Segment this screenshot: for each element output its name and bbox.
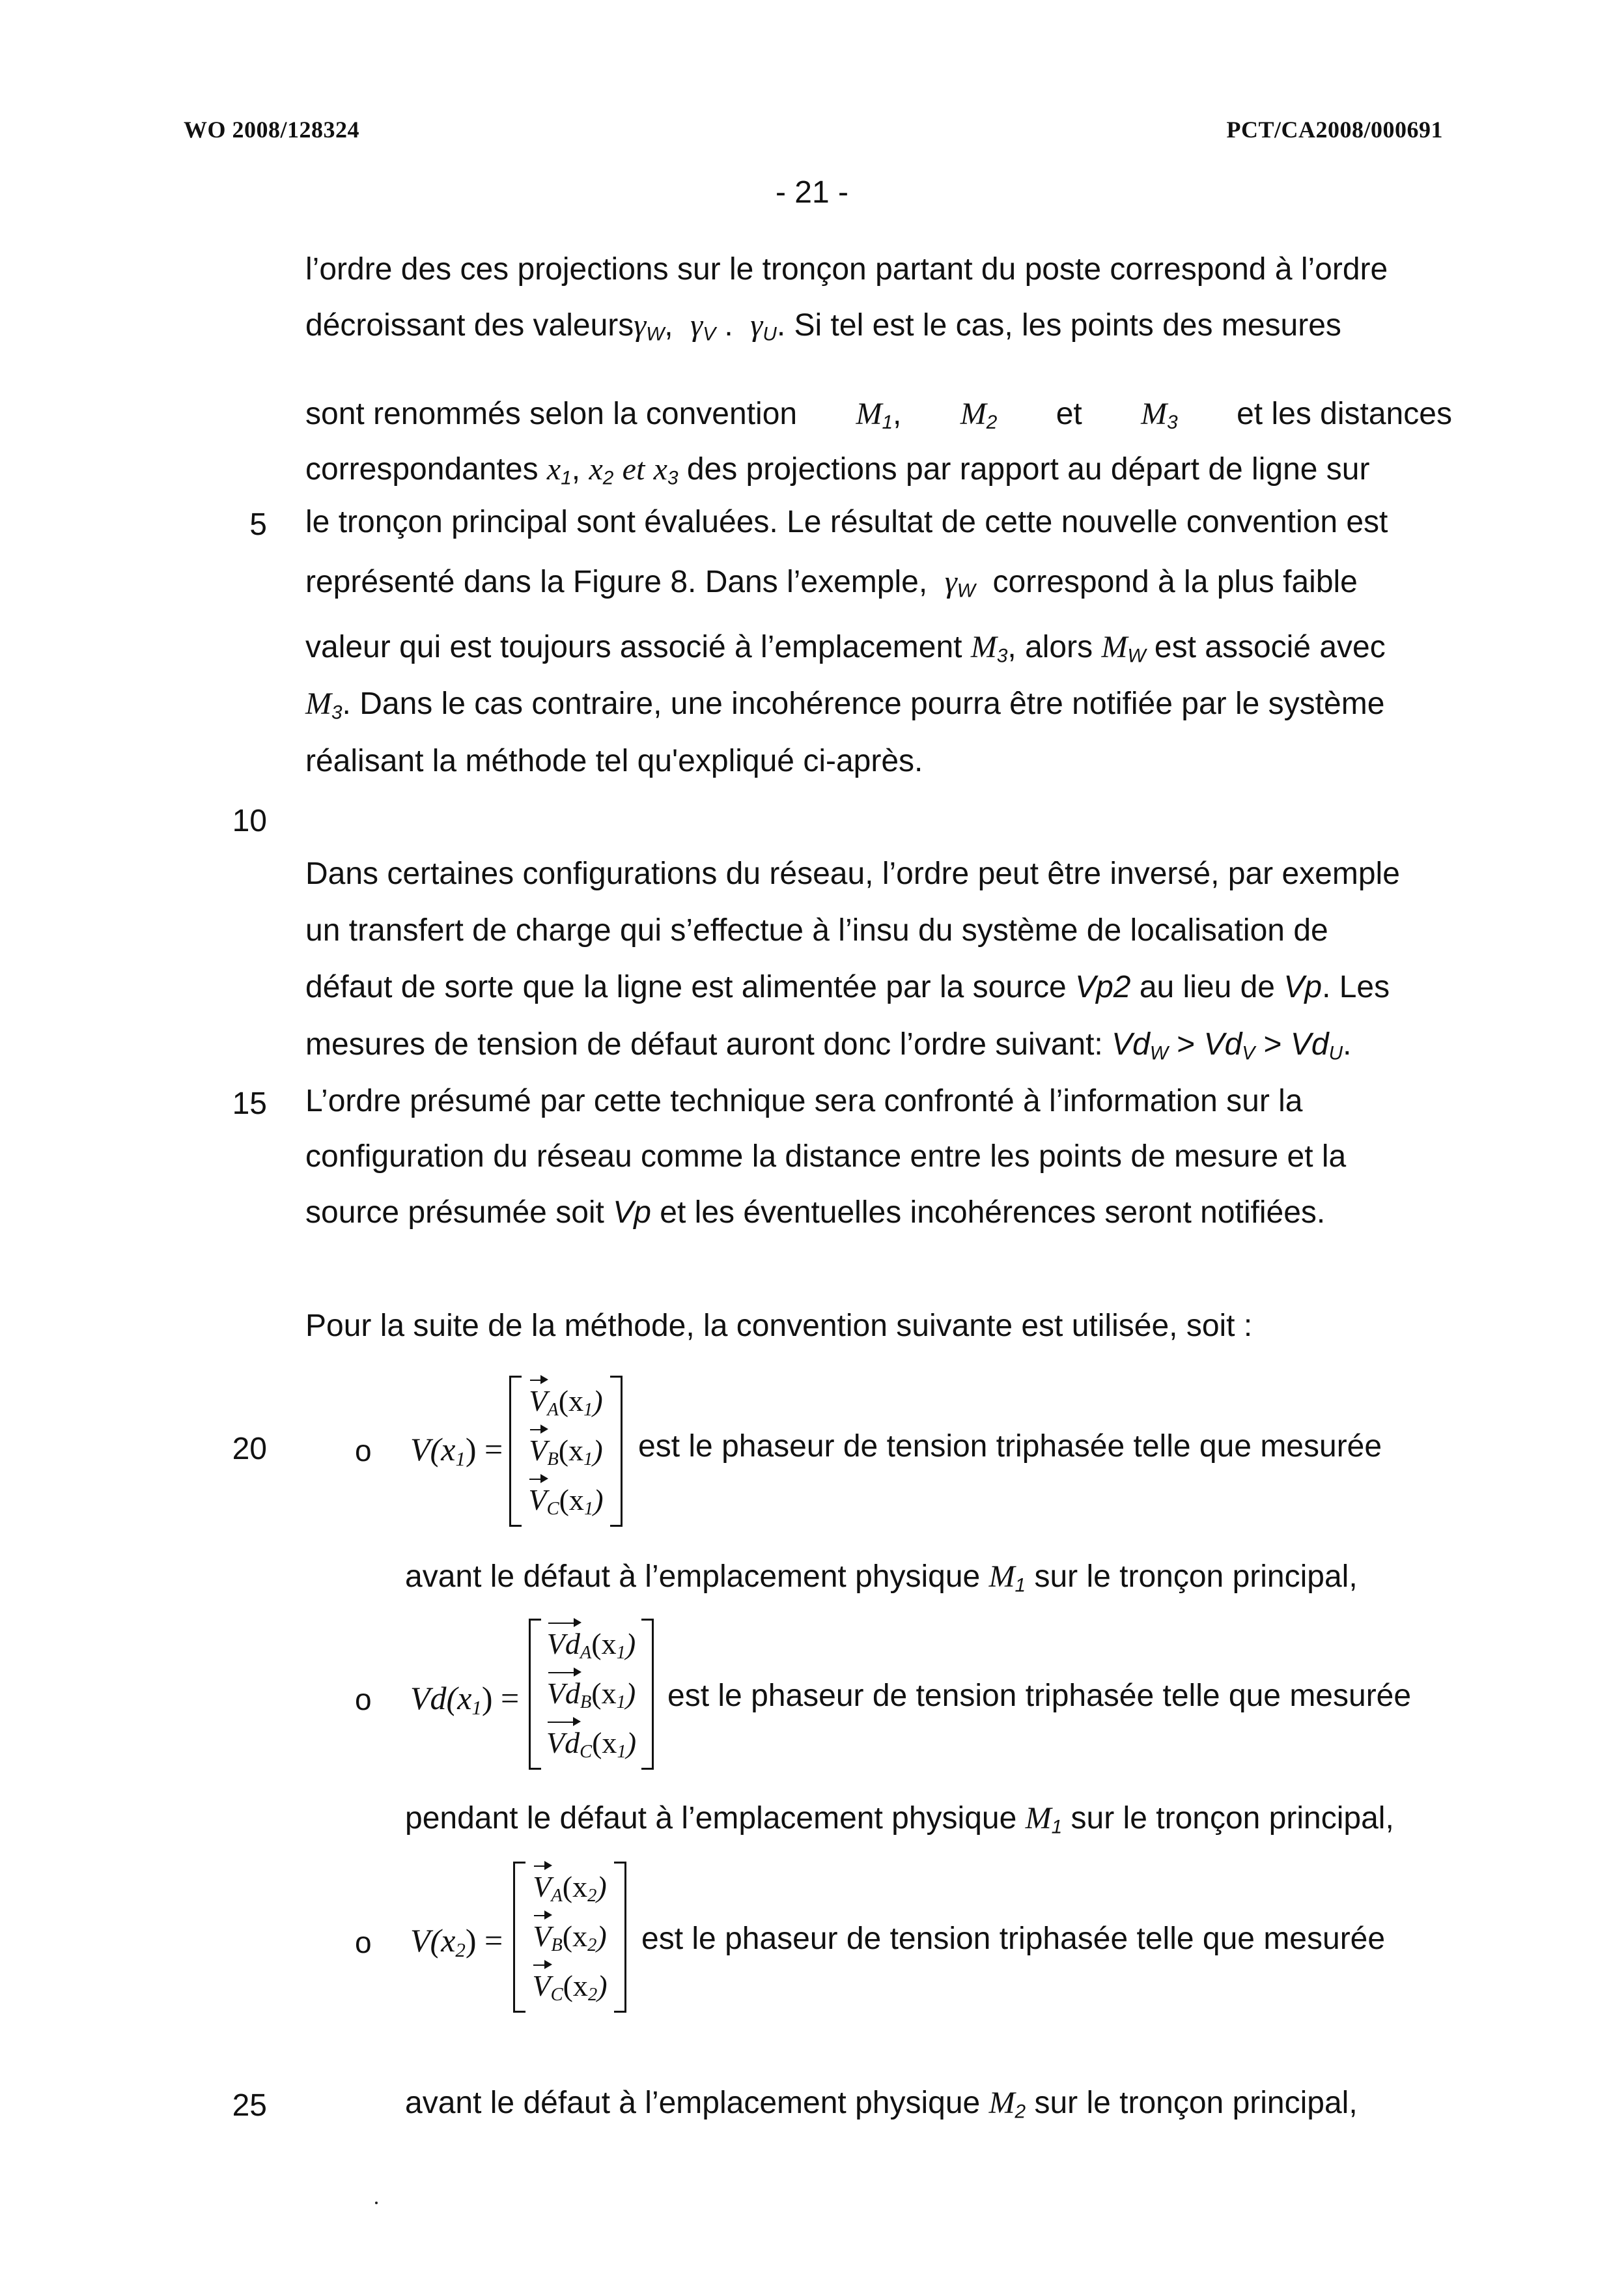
application-number: PCT/CA2008/000691 — [1226, 117, 1443, 143]
equation2-row-a: $Vd_A(x_1)$ — [546, 1627, 636, 1664]
line-number-5: 5 — [249, 507, 267, 542]
equation2-row-b: $Vd_B(x_1)$ — [546, 1677, 636, 1713]
paragraph1-line4: correspondantes $x_1$, $x_2$ et $x_3$ des projections par rapport au départ de ligne sur — [305, 452, 1370, 489]
paragraph2-line7: source présumée soit Vp et les éventuelles incohérences seront notifiées. — [305, 1195, 1326, 1230]
paragraph1-line7: valeur qui est toujours associé à l’emplacement $M_3$, alors $M_W$ est associé avec — [305, 630, 1386, 667]
paragraph2-line3: défaut de sorte que la ligne est alimentée par la source Vp2 au lieu de Vp. Les — [305, 970, 1390, 1004]
scan-speck — [375, 2202, 378, 2204]
equation3-matrix — [513, 1862, 626, 2013]
page-number: - 21 - — [775, 175, 849, 210]
equation1-after: avant le défaut à l’emplacement physique $M_1$ sur le tronçon principal, — [405, 1559, 1358, 1596]
line-number-15: 15 — [232, 1086, 267, 1121]
paragraph2-line6: configuration du réseau comme la distance entre les points de mesure et la — [305, 1139, 1347, 1174]
paragraph1-line1: l’ordre des ces projections sur le tronçon partant du poste correspond à l’ordre — [305, 252, 1388, 287]
publication-number: WO 2008/128324 — [184, 117, 360, 143]
equation2-row-c: $Vd_C(x_1)$ — [546, 1726, 637, 1763]
paragraph1-line8: $M_3$. Dans le cas contraire, une incohérence pourra être notifiée par le système — [305, 687, 1385, 724]
equation2-after: pendant le défaut à l’emplacement physique $M_1$ sur le tronçon principal, — [405, 1801, 1394, 1838]
paragraph1-line2: décroissant des valeursγ$_W$, $\gamma_V$ . $\gamma_U$. Si tel est le cas, les points des mesures — [305, 308, 1341, 345]
equation3-description: est le phaseur de tension triphasée telle que mesurée — [641, 1921, 1386, 1956]
equation1-matrix — [509, 1376, 623, 1527]
equation3-lhs: $V(x_2)$ = — [410, 1922, 503, 1961]
paragraph1-line5: le tronçon principal sont évaluées. Le résultat de cette nouvelle convention est — [305, 505, 1388, 539]
equation2-lhs: $Vd(x_1)$ = — [410, 1680, 520, 1719]
paragraph2-line1: Dans certaines configurations du réseau, l’ordre peut être inversé, par exemple — [305, 857, 1400, 891]
line-number-25: 25 — [232, 2088, 267, 2123]
equation3-after: avant le défaut à l’emplacement physique $M_2$ sur le tronçon principal, — [405, 2086, 1358, 2123]
equation1-lhs: $V(x_1)$ = — [410, 1431, 503, 1470]
equation1-row-c: $V_C(x_1)$ — [528, 1483, 604, 1520]
paragraph2-line5: L’ordre présumé par cette technique sera confronté à l’information sur la — [305, 1084, 1303, 1118]
paragraph2-line2: un transfert de charge qui s’effectue à l’insu du système de localisation de — [305, 913, 1328, 948]
paragraph1-line9: réalisant la méthode tel qu'expliqué ci-après. — [305, 744, 923, 778]
equation3-row-c: $V_C(x_2)$ — [532, 1969, 608, 2006]
equation3-row-b: $V_B(x_2)$ — [533, 1920, 607, 1956]
line-number-20: 20 — [232, 1432, 267, 1466]
equation2-bullet: o — [355, 1682, 372, 1716]
equation3-bullet: o — [355, 1925, 372, 1959]
paragraph3-intro: Pour la suite de la méthode, la convention suivante est utilisée, soit : — [305, 1309, 1253, 1343]
line-number-10: 10 — [232, 804, 267, 838]
paragraph2-line4: mesures de tension de défaut auront donc l’ordre suivant: $Vd_W > Vd_V > Vd_U$. — [305, 1027, 1352, 1064]
equation2-matrix — [529, 1619, 654, 1770]
equation2-description: est le phaseur de tension triphasée telle que mesurée — [667, 1679, 1412, 1713]
equation1-description: est le phaseur de tension triphasée telle que mesurée — [638, 1429, 1382, 1464]
equation1-row-b: $V_B(x_1)$ — [529, 1434, 603, 1470]
equation3-row-a: $V_A(x_2)$ — [533, 1870, 607, 1907]
equation1-row-a: $V_A(x_1)$ — [529, 1384, 603, 1421]
paragraph1-line6: représenté dans la Figure 8. Dans l’exemple, $\gamma_W$ correspond à la plus faible — [305, 565, 1358, 602]
paragraph1-line3: sont renommés selon la convention M1, M2 et M3 et les distances — [305, 397, 1452, 434]
equation1-bullet: o — [355, 1434, 372, 1468]
